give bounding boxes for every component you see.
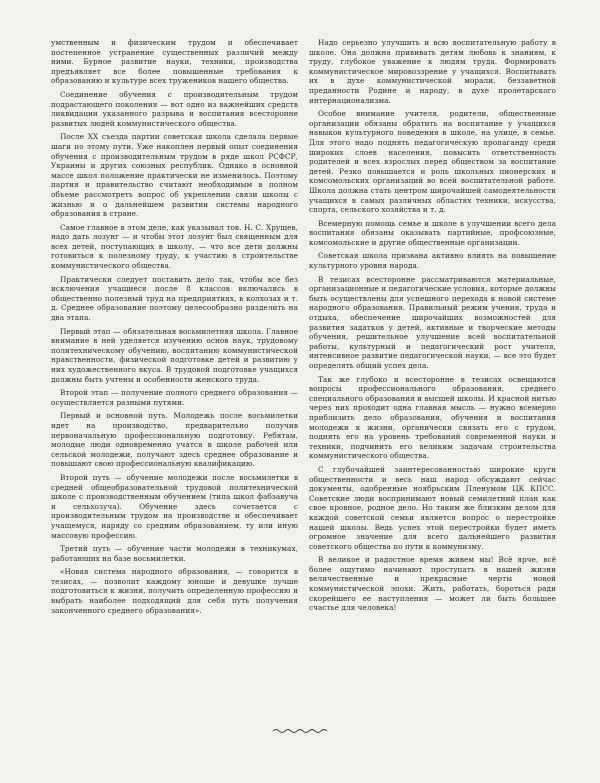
paragraph: Второй этап — получение полного среднего образования — осуществляется разными путями. bbox=[51, 388, 298, 407]
paragraph: Первый и основной путь. Молодежь после восьмилетки идет на производство, предварительно получив первоначальную профессиональную подготовку. Ребятам, молодые люди одновременно учатся в школе рабочей или сельской молодежи, получают здесь среднее образование и повышают свою профессиональную квалификацию. bbox=[51, 411, 298, 469]
paragraph: Так же глубоко и всесторонне в тезисах освещаются вопросы профессионального образования, среднего специального образования и высшей школы. И красной нитью через них проходит одна главная мысль — нужно всемерно приблизить дело образования, обучения и воспитания молодежи к жизни, органически связать его с трудом, поднять его на уровень требований современной науки и техники, подчинить его великим задачам строительства коммунистического общества. bbox=[309, 374, 556, 461]
paragraph: Особое внимание учителя, родители, общественные организации обязаны обратить на воспитание у учащихся навыков культурного поведения в школе, на улице, в семье. Для этого надо поднять педагогическую пропаганду среди широких слоев населения, повысить ответственность родителей и всех взрослых перед обществом за воспитание детей. Резко повышается и роль школьных пионерских и комсомольских организаций во всей воспитательной работе. Школа должна стать центром широчайшей самодеятельности учащихся в самых различных областях техники, искусства, спорта, сельского хозяйства и т. д. bbox=[309, 109, 556, 215]
paragraph: Соединение обучения с производительным трудом подрастающего поколения — вот одно из важнейших средств ликвидации указанного разрыва и воспитания всесторонне развитых людей коммунистического общества. bbox=[51, 89, 298, 128]
paragraph: В великое и радостное время живем мы! Всё ярче, всё более ощутимо начинают проступать в нашей жизни величественные и прекрасные черты новой коммунистической эпохи. Жить, работать, бороться ради скорейшего ее наступления — может ли быть большее счастье для человека! bbox=[309, 555, 556, 613]
paragraph: умственным и физическим трудом и обеспечивает постепенное устранение существенных различий между ними. Бурное развитие науки, техники, производства предъявляет все более повышенные требования к образованию и культуре всех тружеников нашего общества. bbox=[51, 38, 298, 86]
paragraph: Советская школа призвана активно влиять на повышение культурного уровня народа. bbox=[309, 251, 556, 271]
paragraph: Третий путь — обучение части молодежи в техникумах, работающих на базе восьмилетки. bbox=[51, 544, 298, 563]
paragraph: В тезисах всесторонне рассматриваются материальные, организационные и педагогические условия, которые должны быть осуществлены для успешного перехода к новой системе народного образования. Правильный режим учения, труда и отдыха, обеспечение широчайших возможностей для развития задатков у детей, активные и творческие методы обучения, решительное улучшение всей воспитательной работы, культурный и педагогический рост учителя, интенсивное развитие педагогической науки, — все это будет определять общий успех дела. bbox=[309, 274, 556, 370]
paragraph: Практически следует поставить дело так, чтобы все без исключения учащиеся после 8 классов включались в общественно полезный труд на предприятиях, в колхозах и т. д. Среднее образование поэтому целесообразно разделить на два этапа. bbox=[51, 274, 298, 323]
paragraph: Первый этап — обязательная восьмилетняя школа. Главное внимание в ней уделяется изучению основ наук, трудовому политехническому обучению, воспитанию коммунистической нравственности, физической подготовке детей и развитию у них художественного вкуса. В трудовой подготовке учащихся должны быть учтены и особенности женского труда. bbox=[51, 326, 298, 384]
paragraph: После XX съезда партии советская школа сделала первые шаги по этому пути. Уже накоплен первый опыт соединения обучения с производительным трудом в ряде школ РСФСР, Украины и других союзных республик. Однако в основной массе школ положение практически не изменилось. Поэтому партия и правительство считают необходимым в полном объеме рассмотреть вопрос об укреплении связи школы с жизнью и о дальнейшем развитии системы народного образования в стране. bbox=[51, 132, 298, 219]
paragraph: Всемерную помощь семье и школе в улучшении всего дела воспитания обязаны оказывать партийные, профсоюзные, комсомольские и другие общественные организации. bbox=[309, 218, 556, 247]
right-column bbox=[309, 38, 556, 617]
paragraph: Самое главное в этом деле, как указывал тов. Н. С. Хрущев, надо дать лозунг — и чтобы этот лозунг был священным для всех детей, поступающих в школу, — что все дети должны готовиться к полезному труду, к участию в строительстве коммунистического общества. bbox=[51, 222, 298, 271]
paragraph: С глубочайшей заинтересованностью широкие круги общественности и весь наш народ обсуждают сейчас документы, одобренные ноябрьским Пленумом ЦК КПСС. Советские люди воспринимают новый семилетний план как свое кровное, родное дело. Но таким же близким делом для каждой советской семьи является вопрос о перестройке нашей школы. Ведь успех этой перестройки будет иметь огромное значение для всего дальнейшего развития советского общества по пути к коммунизму. bbox=[309, 464, 556, 551]
left-column bbox=[51, 38, 298, 619]
paragraph: Надо серьезно улучшить и всю воспитательную работу в школе. Она должна прививать детям любовь к знаниям, к труду, глубокое уважение к людям труда. Формировать коммунистическое мировоззрение у учащихся. Воспитывать их в духе коммунистической морали, беззаветной преданности Родине и народу, в духе пролетарского интернационализма. bbox=[309, 38, 556, 105]
end-ornament-divider bbox=[272, 728, 328, 734]
paragraph: Второй путь — обучение молодежи после восьмилетки в средней общеобразовательной трудовой политехнической школе с производственным обучением (типа школ фабзавуча и сельхозуча). Обучение здесь сочетается с производительным трудом на производстве и обеспечивает учащемуся, наряду со средним образованием, ту или иную массовую профессию. bbox=[51, 472, 298, 540]
paragraph: «Новая система народного образования, — говорится в тезисах, — позволит каждому юноше и девушке лучше подготовиться к жизни, получить определенную профессию и выбрать наиболее подходящий для себя путь получения законченного среднего образования». bbox=[51, 567, 298, 615]
